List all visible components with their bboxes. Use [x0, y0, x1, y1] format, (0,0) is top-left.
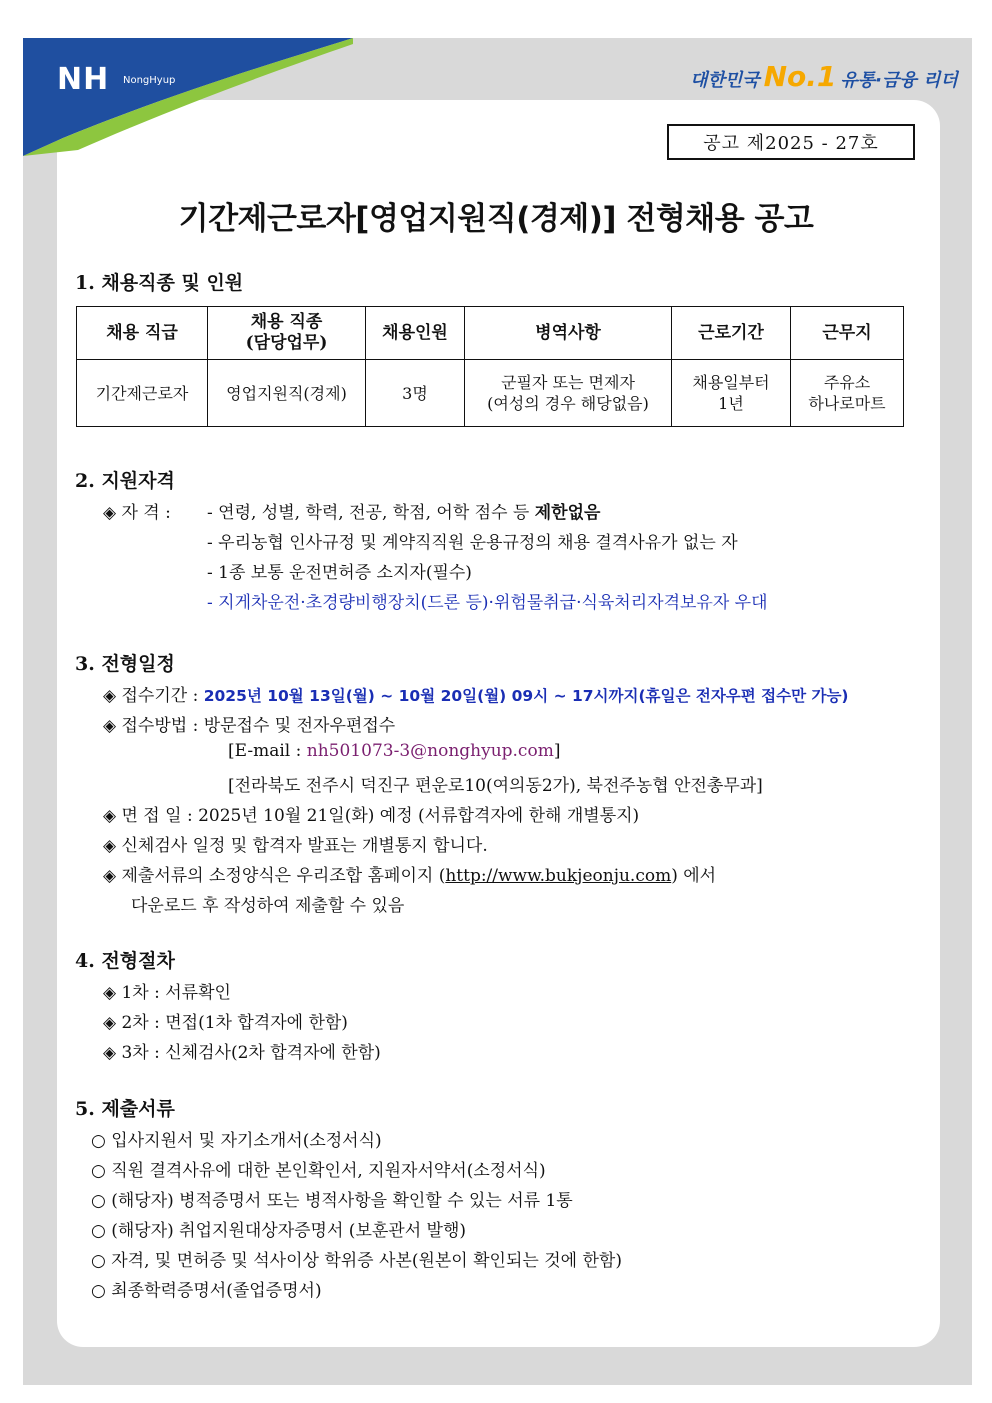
table-cell: 3명: [366, 360, 465, 427]
circle-bullet-icon: ○: [91, 1131, 106, 1151]
table-cell: 기간제근로자: [77, 360, 208, 427]
document-text: 자격, 및 면허증 및 석사이상 학위증 사본(원본이 확인되는 것에 한함): [111, 1251, 622, 1271]
circle-bullet-icon: ○: [91, 1221, 106, 1241]
qualification-bold: 제한없음: [534, 503, 601, 523]
forms-pre: 제출서류의 소정양식은 우리조합 홈페이지 (: [121, 866, 446, 886]
section-heading-2: 2. 지원자격: [75, 470, 175, 492]
email-pre: [E-mail :: [228, 741, 307, 761]
schedule-method: [103, 711, 395, 736]
period-label: 접수기간 :: [121, 686, 204, 706]
diamond-bullet-icon: ◈: [103, 503, 117, 523]
table-header-cell: 병역사항: [465, 307, 672, 360]
schedule-forms: [103, 861, 716, 886]
schedule-interview: [103, 801, 639, 826]
procedure-text: 3차 : 신체검사(2차 합격자에 한함): [121, 1043, 381, 1063]
table-cell: 영업지원직(경제): [208, 360, 366, 427]
table-header-cell: 채용인원: [366, 307, 465, 360]
period-value: 2025년 10월 13일(월) ~ 10월 20일(월) 09시 ~ 17시까지(휴일은 전자우편 접수만 가능): [203, 687, 849, 705]
procedure-item: [103, 1038, 381, 1063]
diamond-bullet-icon: ◈: [103, 716, 117, 736]
document-text: 최종학력증명서(졸업증명서): [111, 1281, 322, 1301]
document-text: (해당자) 병적증명서 또는 병적사항을 확인할 수 있는 서류 1통: [111, 1191, 573, 1211]
diamond-bullet-icon: ◈: [103, 983, 117, 1003]
circle-bullet-icon: ○: [91, 1281, 106, 1301]
section-heading-4: 4. 전형절차: [75, 950, 175, 972]
diamond-bullet-icon: ◈: [103, 1013, 117, 1033]
medical-text: 신체검사 일정 및 합격자 발표는 개별통지 합니다.: [121, 836, 488, 856]
nh-logo-sub: NongHyup: [123, 75, 176, 86]
homepage-link[interactable]: http://www.bukjeonju.com: [445, 866, 672, 886]
section-heading-5: 5. 제출서류: [75, 1098, 175, 1120]
procedure-item: [103, 978, 231, 1003]
qualification-text: - 연령, 성별, 학력, 전공, 학점, 어학 점수 등: [207, 503, 535, 523]
forms-line2: 다운로드 후 작성하여 제출할 수 있음: [131, 896, 405, 916]
document-item: [91, 1156, 546, 1181]
qualification-label: [103, 498, 171, 523]
qualification-item: - 1종 보통 운전면허증 소지자(필수): [207, 563, 472, 583]
procedure-text: 2차 : 면접(1차 합격자에 한함): [121, 1013, 348, 1033]
document-item: [91, 1126, 382, 1151]
forms-post: ) 에서: [671, 866, 717, 886]
slogan-post: 유통·금융 리더: [840, 70, 958, 91]
table-header-cell: 채용 직종 (담당업무): [208, 307, 366, 360]
circle-bullet-icon: ○: [91, 1161, 106, 1181]
document-item: [91, 1186, 573, 1211]
table-cell: 군필자 또는 면제자 (여성의 경우 해당없음): [465, 360, 672, 427]
table-header-row: [77, 307, 904, 360]
diamond-bullet-icon: ◈: [103, 686, 117, 706]
table-cell: 채용일부터 1년: [672, 360, 791, 427]
table-row: [77, 360, 904, 427]
table-header-cell: 채용 직급: [77, 307, 208, 360]
table-header-cell: 근로기간: [672, 307, 791, 360]
section-heading-1: 1. 채용직종 및 인원: [75, 272, 244, 294]
slogan: [690, 60, 958, 93]
document-text: 직원 결격사유에 대한 본인확인서, 지원자서약서(소정서식): [111, 1161, 546, 1181]
qualification-label-text: 자 격 :: [121, 503, 171, 523]
procedure-item: [103, 1008, 348, 1033]
diamond-bullet-icon: ◈: [103, 866, 117, 886]
circle-bullet-icon: ○: [91, 1191, 106, 1211]
circle-bullet-icon: ○: [91, 1251, 106, 1271]
document-item: [91, 1276, 322, 1301]
interview-text: 면 접 일 : 2025년 10월 21일(화) 예정 (서류합격자에 한해 개별통지): [121, 806, 640, 826]
method-text: 접수방법 : 방문접수 및 전자우편접수: [121, 716, 396, 736]
section-heading-3: 3. 전형일정: [75, 653, 175, 675]
diamond-bullet-icon: ◈: [103, 806, 117, 826]
address-line: [전라북도 전주시 덕진구 편운로10(여의동2가), 북전주농협 안전총무과]: [228, 776, 763, 796]
diamond-bullet-icon: ◈: [103, 836, 117, 856]
recruit-table: [76, 306, 904, 427]
slogan-no1: No.1: [763, 60, 837, 93]
qualification-item: - 우리농협 인사규정 및 계약직직원 운용규정의 채용 결격사유가 없는 자: [207, 533, 738, 553]
notice-number: 공고 제2025 - 27호: [667, 124, 915, 160]
document-item: [91, 1216, 466, 1241]
procedure-text: 1차 : 서류확인: [121, 983, 231, 1003]
nh-logo-band: [23, 38, 353, 156]
nh-logo: NH: [57, 62, 110, 97]
document-text: 입사지원서 및 자기소개서(소정서식): [111, 1131, 382, 1151]
qualification-item-preferred: - 지게차운전·초경량비행장치(드론 등)·위험물취급·식육처리자격보유자 우대: [207, 593, 768, 613]
schedule-period: [103, 681, 849, 706]
email-link[interactable]: nh501073-3@nonghyup.com: [306, 741, 554, 761]
table-cell: 주유소 하나로마트: [791, 360, 904, 427]
diamond-bullet-icon: ◈: [103, 1043, 117, 1063]
email-line: [228, 741, 560, 761]
schedule-medical: [103, 831, 488, 856]
document-text: (해당자) 취업지원대상자증명서 (보훈관서 발행): [111, 1221, 467, 1241]
email-post: ]: [553, 741, 561, 761]
slogan-pre: 대한민국: [690, 70, 760, 91]
table-header-cell: 근무지: [791, 307, 904, 360]
page-title: 기간제근로자[영업지원직(경제)] 전형채용 공고: [178, 201, 814, 237]
document-item: [91, 1246, 622, 1271]
qualification-item: [207, 498, 600, 523]
